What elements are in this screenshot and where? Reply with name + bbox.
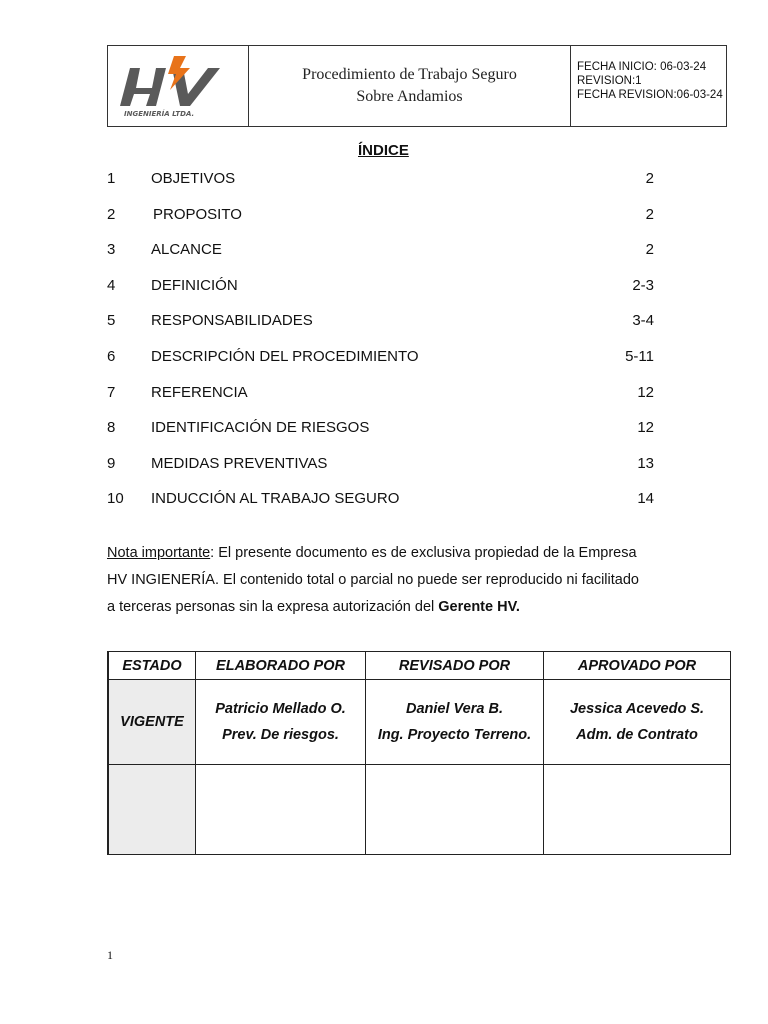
page-number: 1 (107, 948, 113, 962)
toc-label: PROPOSITO (153, 205, 242, 223)
toc-page: 2 (645, 205, 654, 223)
toc-label: OBJETIVOS (151, 170, 236, 187)
note-line-2: HV INGIENERÍA. El contenido total o parcial no puede ser reproducido ni facilitado (107, 572, 639, 588)
note-label: Nota importante (107, 545, 211, 561)
toc-page: 12 (637, 383, 654, 401)
toc-row[interactable] (107, 382, 667, 418)
toc-row[interactable] (107, 239, 667, 275)
document-title (249, 46, 571, 126)
signature-slot-elaborado (196, 765, 366, 855)
toc-page: 2 (645, 170, 654, 187)
toc-row[interactable] (107, 275, 667, 311)
toc-page: 12 (637, 419, 654, 437)
revisado-cell (366, 680, 544, 765)
toc-label: DEFINICIÓN (151, 276, 238, 294)
elaborado-role: Prev. De riesgos. (222, 727, 339, 743)
header-estado: ESTADO (108, 652, 196, 680)
fecha-revision: FECHA REVISION:06-03-24 (577, 89, 723, 101)
logo-subtext: INGENIERÍA LTDA. (124, 110, 195, 118)
aprobado-name: Jessica Acevedo S. (569, 701, 705, 717)
toc-row[interactable] (107, 168, 667, 204)
toc-page: 3-4 (632, 312, 654, 330)
note-bold-end: Gerente HV. (438, 599, 520, 615)
toc-row[interactable] (107, 488, 667, 524)
toc-page: 5-11 (625, 347, 654, 365)
estado-cell (108, 680, 196, 765)
signature-slot-aprobado (544, 765, 731, 855)
aprobado-cell (544, 680, 731, 765)
estado-value: VIGENTE (120, 714, 184, 730)
revisado-name: Daniel Vera B. (406, 701, 503, 717)
toc-number: 8 (107, 419, 116, 437)
toc-row[interactable] (107, 310, 667, 346)
toc-page: 2-3 (632, 276, 654, 294)
header-aprobado: APROVADO POR (544, 652, 731, 680)
toc-page: 14 (637, 490, 654, 508)
toc-row[interactable] (107, 204, 667, 240)
header-revisado: REVISADO POR (366, 652, 544, 680)
toc-number: 6 (107, 347, 116, 365)
toc-label: DESCRIPCIÓN DEL PROCEDIMIENTO (151, 347, 419, 365)
toc-page: 2 (645, 241, 654, 259)
document-meta (571, 46, 726, 126)
document-header (107, 45, 727, 127)
hv-logo-icon (116, 54, 240, 120)
index-title: ÍNDICE (358, 142, 409, 159)
signature-slot-estado (108, 765, 196, 855)
toc-label: INDUCCIÓN AL TRABAJO SEGURO (151, 490, 400, 508)
note-line-1: : El presente documento es de exclusiva propiedad de la Empresa (210, 545, 637, 561)
toc-row[interactable] (107, 453, 667, 489)
signature-slot-revisado (366, 765, 544, 855)
header-elaborado: ELABORADO POR (196, 652, 366, 680)
toc-page: 13 (637, 454, 654, 472)
toc-number: 10 (107, 490, 124, 508)
title-line-2: Sobre Andamios (356, 88, 463, 105)
table-of-contents (107, 168, 667, 524)
important-note (107, 540, 687, 621)
toc-row[interactable] (107, 346, 667, 382)
toc-number: 1 (107, 170, 116, 187)
toc-label: REFERENCIA (151, 383, 248, 401)
note-line-3: a terceras personas sin la expresa autorización del (107, 599, 439, 615)
elaborado-cell (196, 680, 366, 765)
signature-table (107, 651, 731, 855)
toc-row[interactable] (107, 417, 667, 453)
elaborado-name: Patricio Mellado O. (215, 701, 346, 717)
toc-number: 5 (107, 312, 116, 330)
revision: REVISION:1 (577, 75, 642, 87)
title-line-1: Procedimiento de Trabajo Seguro (302, 66, 517, 83)
company-logo (108, 46, 249, 126)
toc-number: 9 (107, 454, 116, 472)
toc-label: ALCANCE (151, 241, 222, 259)
toc-label: IDENTIFICACIÓN DE RIESGOS (151, 419, 370, 437)
toc-number: 2 (107, 205, 116, 223)
toc-number: 7 (107, 383, 116, 401)
toc-number: 4 (107, 276, 116, 294)
toc-label: RESPONSABILIDADES (151, 312, 313, 330)
fecha-inicio: FECHA INICIO: 06-03-24 (577, 61, 707, 73)
toc-number: 3 (107, 241, 116, 259)
revisado-role: Ing. Proyecto Terreno. (377, 727, 532, 743)
toc-label: MEDIDAS PREVENTIVAS (151, 454, 328, 472)
aprobado-role: Adm. de Contrato (576, 727, 698, 743)
